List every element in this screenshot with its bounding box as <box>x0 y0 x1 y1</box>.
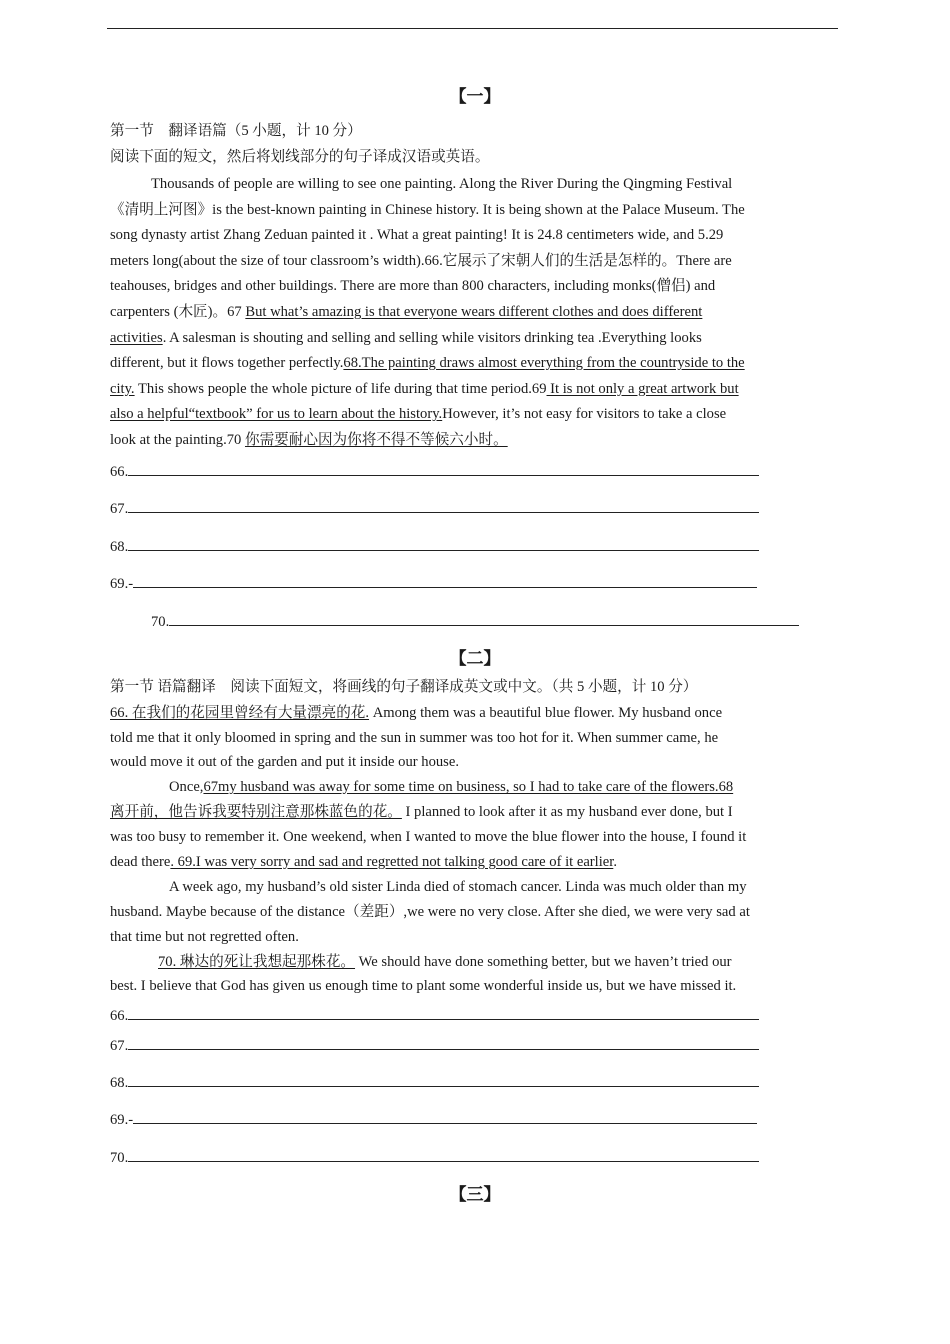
answer-blank[interactable] <box>133 573 757 588</box>
passage-2-line: was too busy to remember it. One weekend, when I wanted to move the blue flower into the house, I found it <box>110 829 747 845</box>
passage-1-line: song dynasty artist Zhang Zeduan painted it . What a great painting! It is 24.8 centimeters wide, and 5.29 <box>110 227 724 243</box>
underlined-sentence-70: 70. 琳达的死让我想起那株花。 <box>158 954 356 970</box>
section-1-heading: 【一】 <box>449 87 501 106</box>
underlined-sentence-69-cont: also a helpful“textbook” for us to learn about the history. <box>110 406 443 422</box>
answer-number: 67. <box>110 1038 129 1054</box>
top-rule <box>107 28 838 29</box>
answer-number: 68. <box>110 1075 129 1091</box>
answer-blank[interactable] <box>128 536 759 551</box>
answer-number: 69.- <box>110 1112 134 1128</box>
answer-blank[interactable] <box>128 461 759 476</box>
answer-number: 70. <box>110 1150 129 1166</box>
passage-2-line: A week ago, my husband’s old sister Linda died of stomach cancer. Linda was much older than my <box>169 879 747 895</box>
text-run: This shows people the whole picture of life during that time period.69 <box>134 381 547 397</box>
answer-number: 67. <box>110 501 129 517</box>
underlined-sentence-68: 68.The painting draws almost everything from the countryside to the <box>343 355 745 371</box>
answer-number: 69.- <box>110 576 134 592</box>
answer-line-66[interactable] <box>110 1005 759 1025</box>
underlined-sentence-66: 66. 在我们的花园里曾经有大量漂亮的花. <box>110 705 370 721</box>
text-run: Among them was a beautiful blue flower. My husband once <box>369 705 723 721</box>
answer-number: 66. <box>110 464 129 480</box>
answer-number: 68. <box>110 539 129 555</box>
section-2-heading: 【二】 <box>449 649 501 668</box>
text-run: We should have done something better, but we haven’t tried our <box>355 954 732 970</box>
passage-2-line <box>169 778 733 796</box>
answer-blank[interactable] <box>169 611 799 626</box>
answer-number: 66. <box>110 1008 129 1024</box>
passage-1-line <box>110 303 702 321</box>
passage-2-line: that time but not regretted often. <box>110 929 299 945</box>
underlined-sentence-67-cont: activities <box>110 330 163 346</box>
passage-2-line: best. I believe that God has given us enough time to plant some wonderful inside us, but we have missed it. <box>110 978 737 994</box>
section-2-instruction: 第一节 语篇翻译 阅读下面短文，将画线的句子翻译成英文或中文。（共 5 小题，计 10 分） <box>110 679 698 695</box>
passage-2-line: told me that it only bloomed in spring and the sun in summer was too hot for it. When summer came, he <box>110 730 719 746</box>
passage-1-line <box>110 405 726 423</box>
text-run: look at the painting.70 <box>110 432 245 448</box>
answer-blank[interactable] <box>128 498 759 513</box>
answer-line-68[interactable] <box>110 1072 759 1092</box>
answer-line-67[interactable] <box>110 1035 759 1055</box>
answer-number: 70. <box>151 614 170 630</box>
passage-1-line: teahouses, bridges and other buildings. There are more than 800 characters, including monks(僧侣) and <box>110 278 716 294</box>
text-run: carpenters (木匠)。67 <box>110 304 246 320</box>
answer-blank[interactable] <box>128 1147 759 1162</box>
passage-2-line: would move it out of the garden and put it inside our house. <box>110 754 459 770</box>
text-run: . <box>613 854 617 870</box>
underlined-sentence-67: 67my husband was away for some time on business, so I had to take care of the flowers.68 <box>203 779 734 795</box>
passage-1-line: Thousands of people are willing to see one painting. Along the River During the Qingming Festival <box>151 176 733 192</box>
underlined-sentence-68: 离开前，他告诉我要特别注意那株蓝色的花。 <box>110 804 402 820</box>
answer-blank[interactable] <box>128 1005 759 1020</box>
passage-1-line <box>110 354 745 372</box>
answer-line-67[interactable] <box>110 498 759 518</box>
underlined-sentence-69: It is not only a great artwork but <box>546 381 739 397</box>
text-run: dead there <box>110 854 171 870</box>
passage-1-line: 《清明上河图》is the best-known painting in Chinese history. It is being shown at the Palace Museum. The <box>110 202 745 218</box>
answer-line-69[interactable] <box>110 573 757 593</box>
text-run: different, but it flows together perfectly. <box>110 355 344 371</box>
passage-2-line <box>110 803 733 821</box>
answer-blank[interactable] <box>133 1109 757 1124</box>
passage-2-line: husband. Maybe because of the distance（差距）,we were no very close. After she died, we were very sad at <box>110 904 750 920</box>
answer-line-70[interactable] <box>151 611 799 631</box>
text-run: However, it’s not easy for visitors to take a close <box>442 406 727 422</box>
answer-line-70[interactable] <box>110 1147 759 1167</box>
text-run: . A salesman is shouting and selling and selling while visitors drinking tea .Everything looks <box>162 330 702 346</box>
section-1-direction: 阅读下面的短文，然后将划线部分的句子译成汉语或英语。 <box>110 149 490 165</box>
answer-line-69[interactable] <box>110 1109 757 1129</box>
passage-1-line <box>110 329 702 347</box>
passage-1-line: meters long(about the size of tour classroom’s width).66.它展示了宋朝人们的生活是怎样的。There are <box>110 253 732 269</box>
underlined-sentence-67: But what’s amazing is that everyone wears different clothes and does different <box>245 304 703 320</box>
underlined-sentence-69: . 69.I was very sorry and sad and regretted not talking good care of it earlier <box>170 854 614 870</box>
underlined-sentence-70: 你需要耐心因为你将不得不等候六小时。 <box>244 432 508 448</box>
underlined-sentence-68-cont: city. <box>110 381 135 397</box>
passage-2-line <box>110 704 722 722</box>
section-3-heading: 【三】 <box>449 1185 501 1204</box>
passage-2-line <box>110 853 617 871</box>
answer-blank[interactable] <box>128 1072 759 1087</box>
passage-2-line <box>158 953 732 971</box>
text-run: Once, <box>169 779 204 795</box>
answer-line-68[interactable] <box>110 536 759 556</box>
answer-line-66[interactable] <box>110 461 759 481</box>
answer-blank[interactable] <box>128 1035 759 1050</box>
section-1-instruction: 第一节 翻译语篇（5 小题，计 10 分） <box>110 123 362 139</box>
text-run: I planned to look after it as my husband ever done, but I <box>401 804 733 820</box>
passage-1-line <box>110 380 739 398</box>
passage-1-line <box>110 431 508 449</box>
